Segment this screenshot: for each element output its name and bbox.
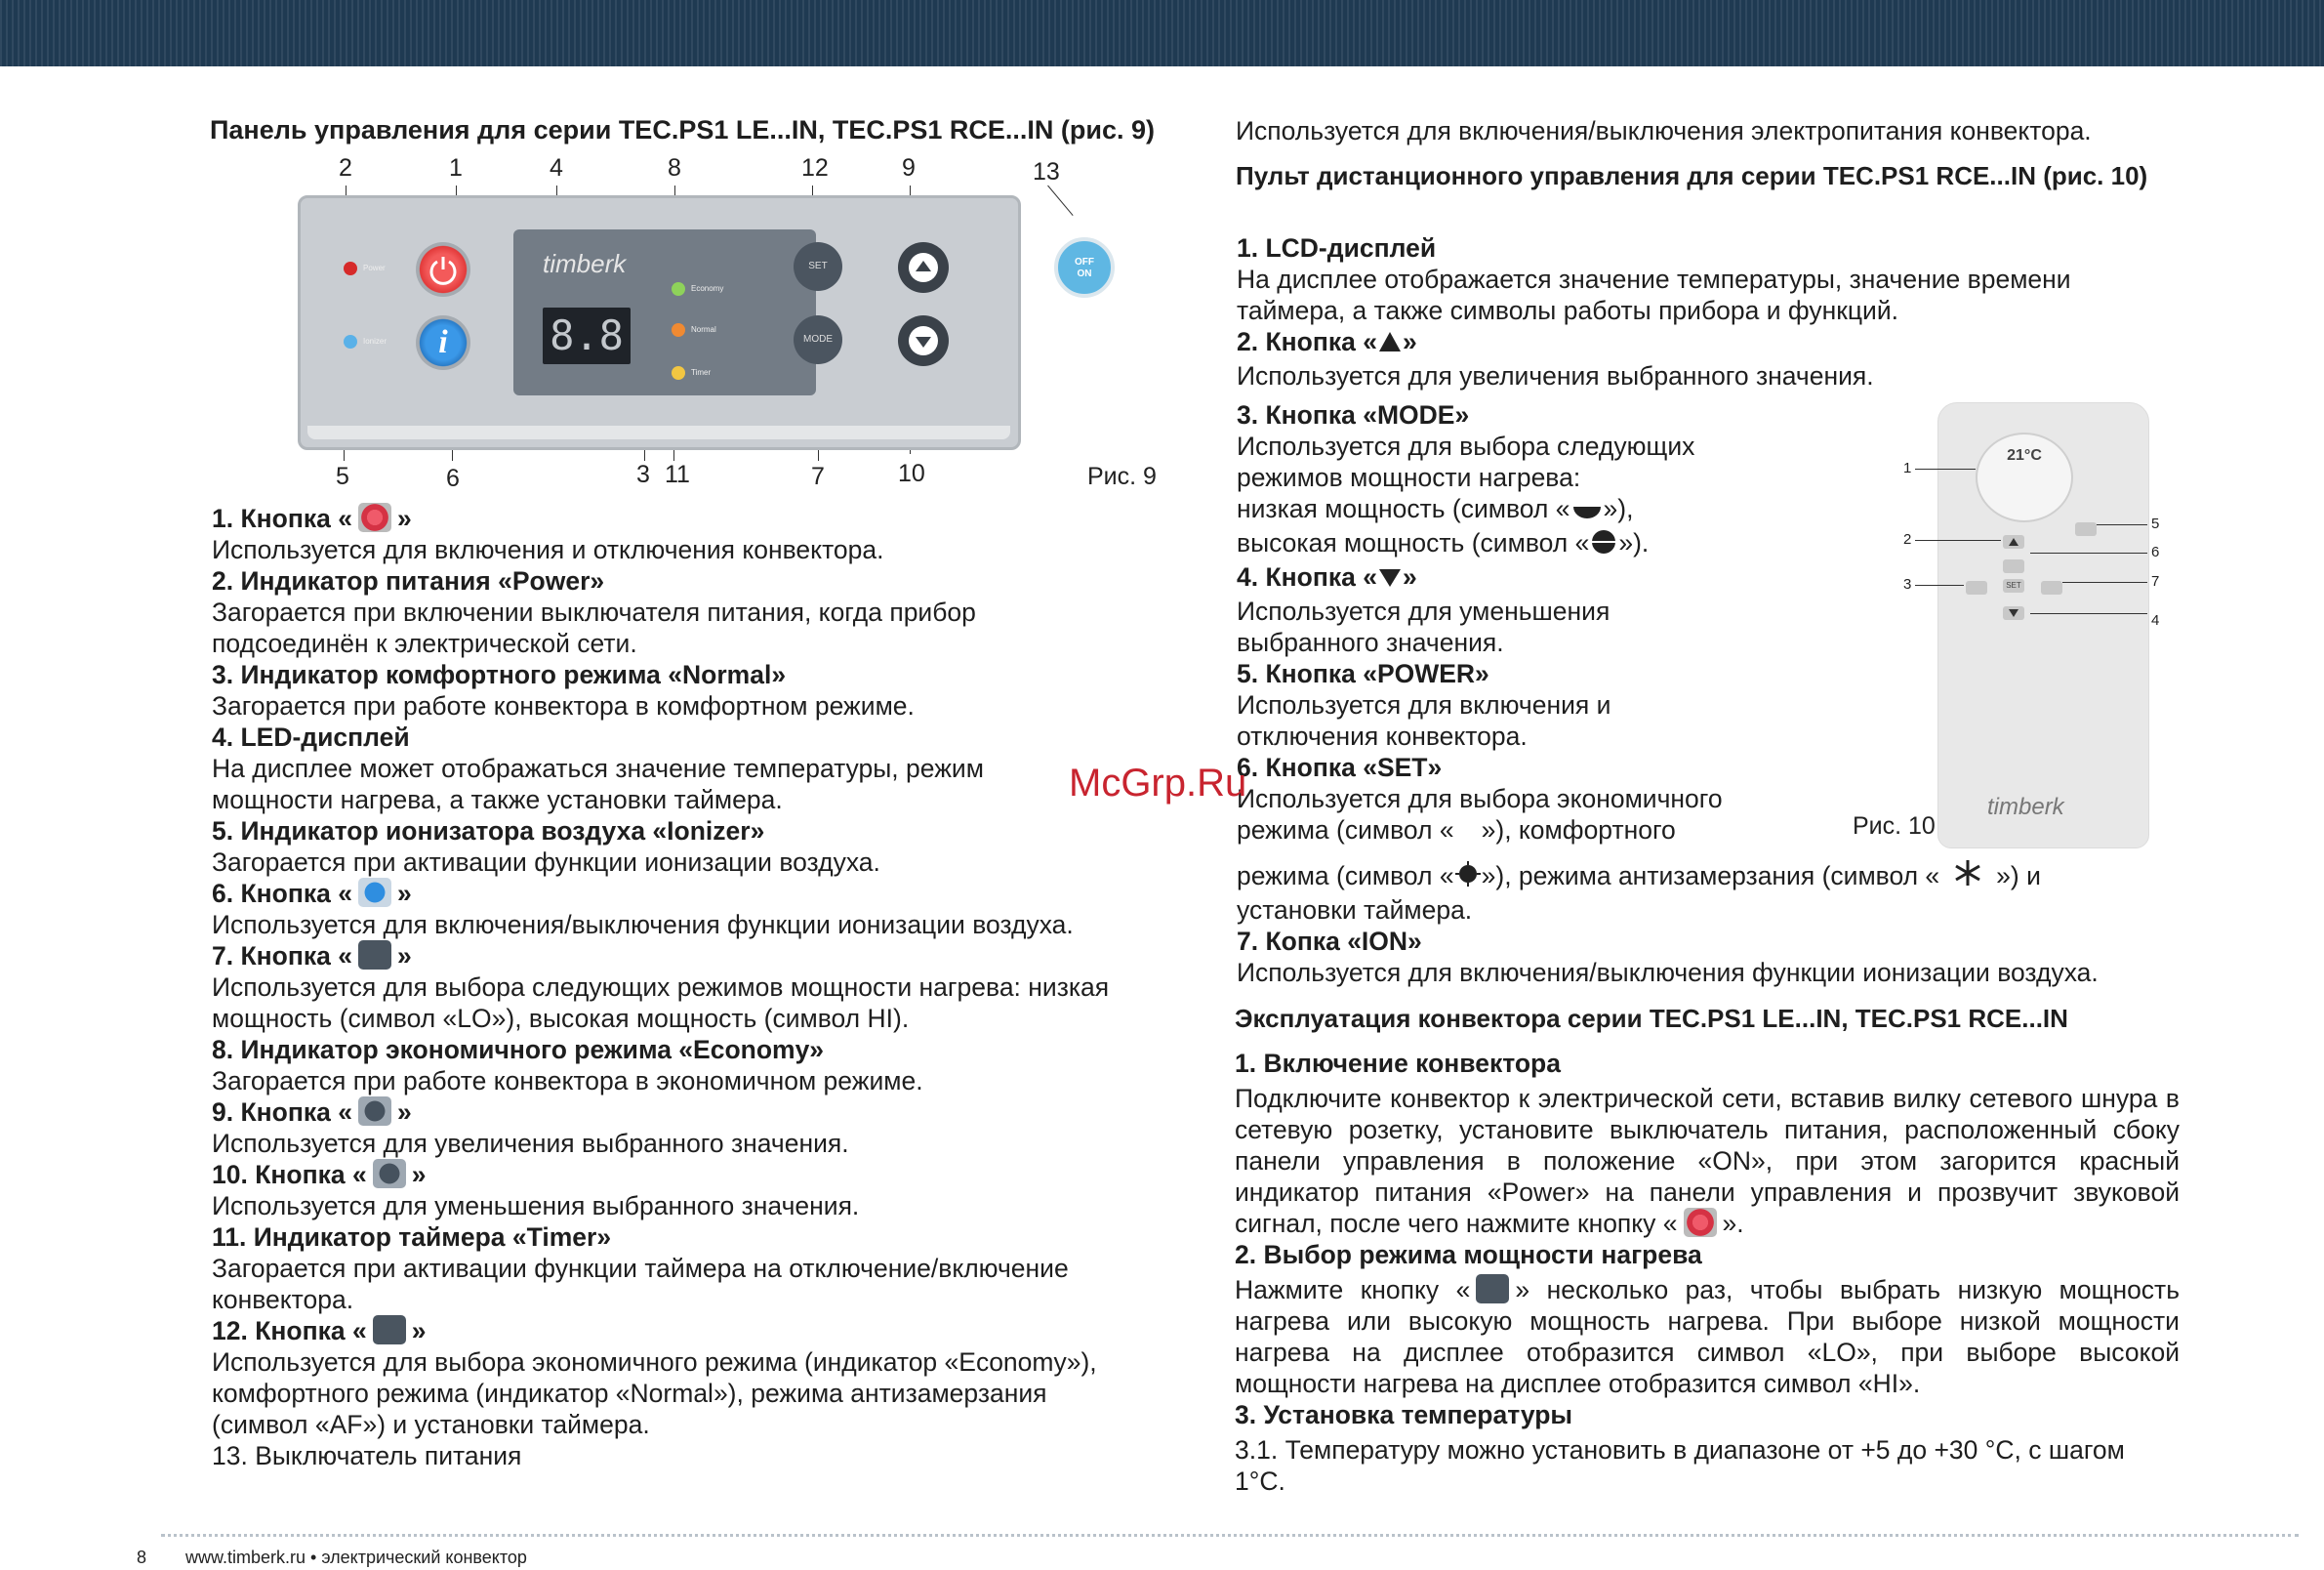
callout-6: 6 (446, 465, 460, 492)
snowflake-icon (1953, 858, 1982, 894)
power-led-label: Power (363, 264, 386, 272)
remote-item-5-desc: Используется для включения и отключения конвектора. (1237, 690, 1611, 751)
up-button[interactable] (898, 242, 949, 293)
callout-4: 4 (550, 154, 563, 182)
economy-led (672, 282, 685, 296)
step-3-desc: 3.1. Температуру можно установить в диапазоне от +5 до +30 °С, с шагом 1°С. (1235, 1435, 2125, 1496)
item-8-desc: Загорается при работе конвектора в экономичном режиме. (212, 1066, 923, 1095)
remote-down-button[interactable] (2003, 606, 2024, 620)
power-button[interactable] (416, 242, 470, 297)
item-5-desc: Загорается при активации функции ионизации воздуха. (212, 847, 880, 877)
economy-led-label: Economy (691, 284, 724, 293)
item-7-title: 7. Кнопка « » (212, 941, 412, 971)
remote-item-7-desc: Используется для включения/выключения функции ионизации воздуха. (1237, 958, 2099, 987)
remote-mode-side-button[interactable] (1966, 581, 1987, 595)
item-12-title: 12. Кнопка « » (212, 1316, 427, 1345)
right-column-top (1236, 115, 2202, 191)
ionizer-button[interactable] (416, 315, 470, 370)
high-power-icon (1589, 529, 1618, 561)
remote-callout-7: 7 (2151, 573, 2160, 590)
display-digits: 8.8 (543, 308, 631, 364)
callout-10: 10 (898, 460, 925, 487)
remote-mode-button[interactable] (2003, 559, 2024, 573)
item-1-desc: Используется для включения и отключения конвектора. (212, 535, 884, 564)
remote-item-6-desc-1: Используется для выбора экономичного (1237, 784, 1723, 813)
display-logo: timberk (543, 249, 627, 278)
footer-text: www.timberk.ru • электрический конвектор (185, 1548, 527, 1567)
item-10-desc: Используется для уменьшения выбранного значения. (212, 1191, 860, 1220)
triangle-down-icon (2003, 606, 2024, 620)
timer-led-label: Timer (691, 368, 712, 377)
timer-led (672, 366, 685, 380)
remote-item-1-title: 1. LCD-дисплей (1237, 233, 1437, 263)
callout-3: 3 (636, 461, 650, 488)
step-1-desc: Подключите конвектор к электрической сети, вставив вилку сетевого шнура в сетевую розетку, установите выключатель питания, расположенный сбоку панели управления в положение «ON», при этом загорится красный индикатор питания «Power» на панели управления и прозвучит звуковой сигнал, после чего нажмите кнопку « ». (1235, 1084, 2180, 1238)
remote-item-6-desc-2: режима (символ « »), комфортного (1237, 814, 1881, 848)
item-11-desc: Загорается при активации функции таймера на отключение/включение конвектора. (212, 1254, 1069, 1314)
remote-item-7-title: 7. Копка «ION» (1237, 927, 1422, 956)
remote-item-2-title: 2. Кнопка « » (1237, 326, 1881, 360)
remote-callout-5: 5 (2151, 516, 2160, 532)
set-button-icon (373, 1315, 406, 1344)
callout-11: 11 (665, 461, 690, 488)
remote-item-2-desc: Используется для увеличения выбранного значения. (1237, 361, 1874, 391)
item-6-desc: Используется для включения/выключения функции ионизации воздуха. (212, 910, 1074, 939)
callout-12: 12 (801, 154, 829, 182)
mode-button[interactable]: MODE (794, 315, 842, 364)
item-11-title: 11. Индикатор таймера «Timer» (212, 1222, 612, 1252)
item-7-desc: Используется для выбора следующих режимов мощности нагрева: низкая мощность (символ «LO»), высокая мощность (символ HI). (212, 972, 1110, 1033)
step-2-title: 2. Выбор режима мощности нагрева (1235, 1240, 1702, 1269)
switch-off-label: OFF (1075, 257, 1094, 268)
item-6-title: 6. Кнопка « » (212, 879, 412, 908)
figure-9-caption: Рис. 9 (1087, 463, 1157, 490)
left-column-text (212, 503, 1110, 1471)
power-led (344, 262, 357, 275)
remote-item-6-desc-3: режима (символ « »), режима антизамерзания (символ « ») и (1237, 858, 2213, 894)
triangle-up-icon (898, 242, 949, 293)
item-3-desc: Загорается при работе конвектора в комфортном режиме. (212, 691, 915, 721)
top-header-bar (0, 0, 2324, 66)
remote-item-3-low: низкая мощность (символ « »), (1237, 493, 1881, 527)
item-9-title: 9. Кнопка « » (212, 1097, 412, 1127)
item-1-title: 1. Кнопка « » (212, 504, 412, 533)
step-2-desc: Нажмите кнопку « » несколько раз, чтобы выбрать низкую мощность нагрева или высокую мощность нагрева. При выборе низкой мощности нагрева на дисплее отобразится символ «LO», при выборе высокой мощности нагрева на дисплее отобразится символ «HI». (1235, 1275, 2181, 1398)
control-panel (298, 195, 1021, 450)
remote-logo: timberk (1987, 794, 2064, 820)
triangle-up-icon (2003, 535, 2024, 549)
ionizer-led-label: Ionizer (363, 337, 387, 346)
ionizer-button-icon (358, 878, 391, 907)
remote-item-3-high: высокая мощность (символ « »). (1237, 527, 1881, 561)
remote-title: Пульт дистанционного управления для серии TEC.PS1 RCE...IN (рис. 10) (1236, 161, 2148, 190)
callout-5: 5 (336, 463, 349, 490)
callout-1: 1 (449, 154, 463, 182)
moon-icon (1454, 814, 1482, 848)
operation-title: Эксплуатация конвектора серии TEC.PS1 LE...IN, TEC.PS1 RCE...IN (1235, 1004, 2068, 1033)
remote-callout-3: 3 (1903, 576, 1912, 593)
remote-callout-4: 4 (2151, 612, 2160, 629)
callout-7: 7 (811, 463, 825, 490)
remote-item-4-desc: Используется для уменьшения выбранного значения. (1237, 597, 1610, 657)
remote-item-6-desc-4: установки таймера. (1237, 895, 1473, 925)
remote-callout-6: 6 (2151, 544, 2160, 560)
triangle-up-icon (1377, 329, 1403, 360)
switch-on-label: ON (1077, 269, 1092, 279)
item-2-desc: Загорается при включении выключателя питания, когда прибор подсоединён к электрической сети. (212, 598, 976, 658)
item-4-title: 4. LED-дисплей (212, 723, 410, 752)
low-power-icon (1570, 496, 1604, 527)
remote-lcd-temp: 21°C (2007, 447, 2042, 464)
watermark: McGrp.Ru (1069, 762, 1247, 805)
step-3-title: 3. Установка температуры (1235, 1400, 1573, 1429)
mode-button-icon (358, 940, 391, 970)
led-display (513, 229, 816, 395)
remote-item-1-desc: На дисплее отображается значение температуры, значение времени таймера, а также символы работы прибора и функций. (1237, 265, 2071, 325)
footer-divider (161, 1534, 2299, 1537)
set-button[interactable]: SET (794, 242, 842, 291)
step-1-title: 1. Включение конвектора (1235, 1049, 1561, 1078)
mode-button-icon (1476, 1274, 1509, 1303)
sun-icon (1454, 860, 1482, 894)
callout-13: 13 (1033, 158, 1060, 186)
remote-callout-2: 2 (1903, 531, 1912, 548)
normal-led (672, 323, 685, 337)
item-4-desc: На дисплее может отображаться значение температуры, режим мощности нагрева, а также установки таймера. (212, 754, 984, 814)
callout-2: 2 (339, 154, 352, 182)
item-13: 13. Выключатель питания (212, 1441, 522, 1470)
figure-9-title: Панель управления для серии TEC.PS1 LE...IN, TEC.PS1 RCE...IN (рис. 9) (210, 115, 1156, 145)
down-button[interactable] (898, 315, 949, 366)
triangle-down-icon (1377, 564, 1403, 596)
triangle-down-icon (898, 315, 949, 366)
item-2-title: 2. Индикатор питания «Power» (212, 566, 605, 596)
remote-set-button[interactable]: SET (2003, 579, 2024, 593)
up-button-icon (358, 1096, 391, 1126)
remote-lcd (1976, 433, 2073, 522)
power-icon (416, 242, 470, 297)
power-button-icon (358, 503, 391, 532)
item-5-title: 5. Индикатор ионизатора воздуха «Ionizer» (212, 816, 765, 846)
figure-10-caption: Рис. 10 (1853, 812, 1936, 840)
normal-led-label: Normal (691, 325, 716, 334)
remote-ion-button[interactable] (2041, 581, 2062, 595)
item-8-title: 8. Индикатор экономичного режима «Economy» (212, 1035, 825, 1064)
remote-up-button[interactable] (2003, 535, 2024, 549)
down-button-icon (373, 1159, 406, 1188)
panel-lip (307, 426, 1010, 439)
item-9-desc: Используется для увеличения выбранного значения. (212, 1129, 849, 1158)
item-3-title: 3. Индикатор комфортного режима «Normal» (212, 660, 787, 689)
power-switch[interactable] (1054, 237, 1115, 298)
remote-callout-1: 1 (1903, 460, 1912, 476)
remote-item-5-title: 5. Кнопка «POWER» (1237, 659, 1489, 688)
callout-8: 8 (668, 154, 681, 182)
switch-intro: Используется для включения/выключения электропитания конвектора. (1236, 116, 2092, 145)
remote-power-button[interactable] (2075, 522, 2097, 536)
info-icon: i (438, 324, 448, 360)
remote-items-wide (1237, 858, 2213, 988)
remote-item-4-title: 4. Кнопка « » (1237, 561, 1881, 596)
item-12-desc: Используется для выбора экономичного режима (индикатор «Economy»), комфортного режима (индикатор «Normal»), режима антизамерзания (символ «AF») и установки таймера. (212, 1347, 1097, 1439)
power-button-icon (1684, 1208, 1717, 1237)
ionizer-led (344, 335, 357, 349)
remote-item-3-title: 3. Кнопка «MODE» (1237, 400, 1470, 430)
page-number: 8 (137, 1548, 147, 1567)
callout-9: 9 (902, 154, 916, 182)
item-10-title: 10. Кнопка « » (212, 1160, 427, 1189)
remote-item-3-desc: Используется для выбора следующих режимов мощности нагрева: (1237, 432, 1695, 492)
remote-item-6-title: 6. Кнопка «SET» (1237, 753, 1443, 782)
operation-section (1235, 1003, 2180, 1497)
